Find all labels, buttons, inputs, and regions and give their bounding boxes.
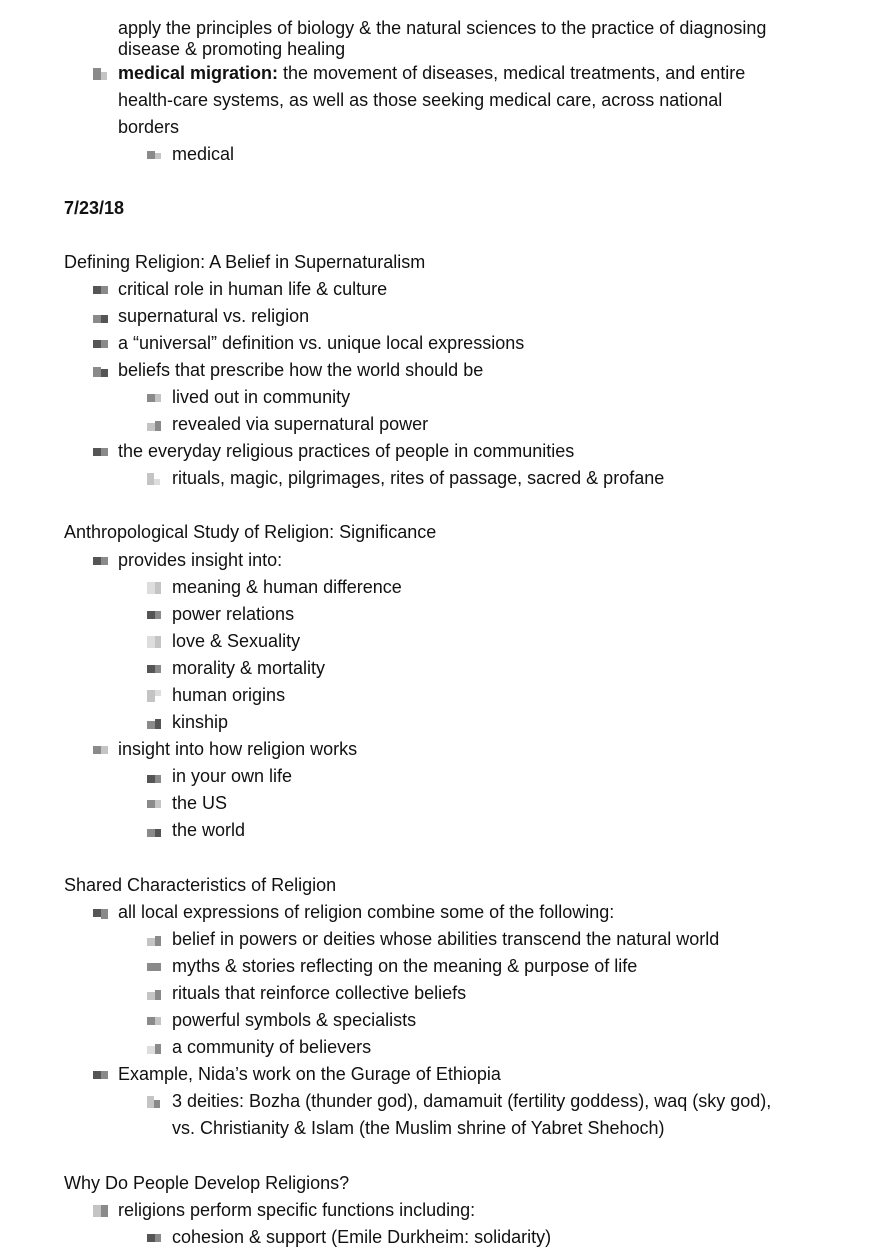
list-item: rituals that reinforce collective beliefs (172, 983, 467, 1003)
list-item: lived out in community (172, 387, 351, 407)
text-line: health-care systems, as well as those seeking medical care, across national (118, 90, 723, 110)
bullet-icon (93, 68, 109, 80)
bullet-icon (147, 392, 163, 404)
term-definition: the movement of diseases, medical treatments, and entire (278, 63, 746, 83)
list-item: Example, Nida’s work on the Gurage of Ethiopia (118, 1064, 501, 1084)
section-heading: Shared Characteristics of Religion (64, 875, 337, 895)
list-item: cohesion & support (Emile Durkheim: solidarity) (172, 1227, 552, 1247)
list-item: myths & stories reflecting on the meaning & purpose of life (172, 956, 638, 976)
bullet-icon (147, 934, 163, 946)
list-item: rituals, magic, pilgrimages, rites of passage, sacred & profane (172, 468, 665, 488)
list-item: belief in powers or deities whose abilities transcend the natural world (172, 929, 720, 949)
list-item: all local expressions of religion combine some of the following: (118, 902, 615, 922)
section-heading: Anthropological Study of Religion: Significance (64, 522, 437, 542)
list-item: in your own life (172, 766, 293, 786)
list-item: the US (172, 793, 228, 813)
bullet-icon (93, 338, 109, 350)
bullet-icon (147, 690, 163, 702)
list-item: 3 deities: Bozha (thunder god), damamuit (fertility goddess), waq (sky god), (172, 1091, 772, 1111)
list-item: love & Sexuality (172, 631, 301, 651)
term-label: medical migration: (118, 63, 279, 83)
bullet-icon (147, 149, 163, 161)
bullet-icon (147, 419, 163, 431)
list-item: beliefs that prescribe how the world should be (118, 360, 484, 380)
bullet-icon (147, 1015, 163, 1027)
date-heading: 7/23/18 (64, 198, 125, 218)
list-item: a community of believers (172, 1037, 372, 1057)
bullet-icon (147, 771, 163, 783)
list-item: meaning & human difference (172, 577, 402, 597)
bullet-icon (147, 717, 163, 729)
list-item (118, 62, 745, 84)
bullet-icon (147, 636, 163, 648)
bullet-icon (93, 365, 109, 377)
bullet-icon (93, 744, 109, 756)
list-item: supernatural vs. religion (118, 306, 310, 326)
bullet-icon (147, 1042, 163, 1054)
list-item: human origins (172, 685, 286, 705)
list-item: the world (172, 820, 246, 840)
list-item: the everyday religious practices of people in communities (118, 441, 575, 461)
bullet-icon (147, 663, 163, 675)
text-line: borders (118, 117, 180, 137)
text-line: apply the principles of biology & the natural sciences to the practice of diagnosing (118, 18, 767, 38)
list-item: provides insight into: (118, 550, 283, 570)
bullet-icon (93, 907, 109, 919)
bullet-icon (147, 825, 163, 837)
bullet-icon (147, 988, 163, 1000)
bullet-icon (147, 961, 163, 973)
text-line: disease & promoting healing (118, 39, 346, 59)
list-item: morality & mortality (172, 658, 326, 678)
list-item: power relations (172, 604, 295, 624)
bullet-icon (93, 446, 109, 458)
bullet-icon (93, 1069, 109, 1081)
section-heading: Why Do People Develop Religions? (64, 1173, 350, 1193)
list-item: kinship (172, 712, 229, 732)
bullet-icon (147, 609, 163, 621)
list-item: insight into how religion works (118, 739, 358, 759)
list-item: a “universal” definition vs. unique local expressions (118, 333, 525, 353)
bullet-icon (147, 582, 163, 594)
bullet-icon (93, 555, 109, 567)
bullet-icon (147, 798, 163, 810)
list-item: medical (172, 144, 235, 164)
list-item: critical role in human life & culture (118, 279, 388, 299)
bullet-icon (93, 284, 109, 296)
list-item: powerful symbols & specialists (172, 1010, 417, 1030)
bullet-icon (93, 1205, 109, 1217)
bullet-icon (147, 1232, 163, 1244)
section-heading: Defining Religion: A Belief in Supernaturalism (64, 252, 426, 272)
bullet-icon (147, 1096, 163, 1108)
bullet-icon (93, 311, 109, 323)
text-line: vs. Christianity & Islam (the Muslim shrine of Yabret Shehoch) (172, 1118, 665, 1138)
list-item: religions perform specific functions including: (118, 1200, 476, 1220)
list-item: revealed via supernatural power (172, 414, 429, 434)
bullet-icon (147, 473, 163, 485)
